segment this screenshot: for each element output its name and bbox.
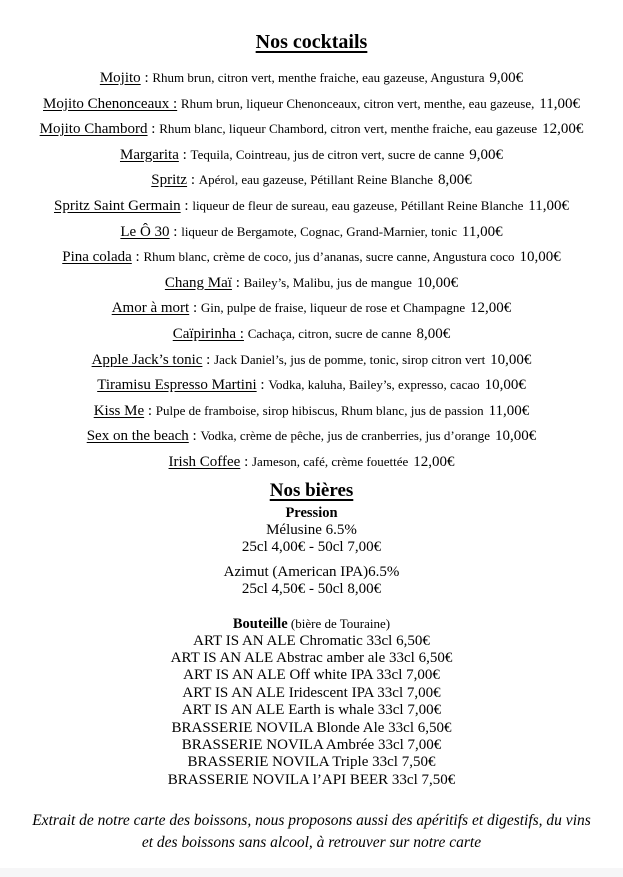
cocktail-separator: : [178,146,191,163]
cocktail-price: 10,00€ [519,249,561,266]
bottle-beer-item: BRASSERIE NOVILA Triple 33cl 7,50€ [187,754,436,771]
cocktail-separator: : [144,402,156,419]
cocktail-price: 10,00€ [490,351,532,368]
cocktail-separator: : [187,172,199,189]
cocktail-item [26,198,597,214]
cocktail-separator: : [240,453,252,470]
cocktail-name: Amor à mort [111,300,190,317]
footer-note: Extrait de notre carte des boissons, nous proposons aussi des apéritifs et digestifs, du vins et des boissons sans alcool, à retrouver sur notre carte [32,812,591,851]
cocktail-separator: : [256,377,269,394]
cocktail-name: Mojito [99,70,141,86]
cocktail-item [26,326,597,342]
cocktails-section-title: Nos cocktails [255,31,368,53]
cocktail-price: 10,00€ [416,274,459,291]
pression-beer-item [26,564,597,599]
cocktail-name: Chang Maï [164,274,232,291]
pression-heading: Pression [285,504,338,521]
cocktail-description: Rhum brun, liqueur Chenonceaux, citron vert, menthe, eau gazeuse, [180,95,535,111]
bottle-beer-item: BRASSERIE NOVILA Blonde Ale 33cl 6,50€ [171,719,452,736]
cocktail-description: Apérol, eau gazeuse, Pétillant Reine Blanche [198,172,434,188]
bottle-beer-item: BRASSERIE NOVILA l’API BEER 33cl 7,50€ [167,771,456,788]
cocktail-price: 12,00€ [470,300,512,317]
bottle-beer-item: ART IS AN ALE Earth is whale 33cl 7,00€ [181,702,442,719]
cocktail-price: 11,00€ [488,402,530,419]
cocktail-description: Jameson, café, crème fouettée [252,453,409,469]
bottle-beer-item: ART IS AN ALE Off white IPA 33cl 7,00€ [183,667,440,684]
cocktail-description: Vodka, crème de pêche, jus de cranberries, jus d’orange [200,428,491,444]
cocktail-description: Gin, pulpe de fraise, liqueur de rose et Champagne [200,300,466,316]
cocktail-price: 11,00€ [528,197,569,214]
cocktail-separator: : [202,351,215,368]
beer-name: Mélusine 6.5% [266,521,357,538]
bouteille-heading-row [26,615,597,633]
cocktail-separator: : [131,249,144,266]
cocktail-price: 12,00€ [413,453,455,470]
beers-section-title: Nos bières [269,479,354,501]
cocktail-item [26,172,597,188]
cocktail-item [26,428,597,444]
cocktail-description: Bailey’s, Malibu, jus de mangue [243,274,412,290]
cocktail-name: Irish Coffee [168,453,241,470]
cocktail-description: liqueur de fleur de sureau, eau gazeuse, Pétillant Reine Blanche [192,197,524,213]
cocktail-item [26,300,597,316]
bottle-beer-list [26,633,597,790]
cocktail-item [26,121,597,137]
cocktails-list [26,70,597,470]
cocktail-item [26,70,597,86]
cocktail-item [26,96,597,112]
beer-prices: 25cl 4,50€ - 50cl 8,00€ [241,581,382,597]
bottle-beer-item: ART IS AN ALE Iridescent IPA 33cl 7,00€ [182,684,441,701]
cocktail-item [26,275,597,291]
cocktail-description: Tequila, Cointreau, jus de citron vert, sucre de canne [190,146,465,162]
pression-beer-item [26,522,597,557]
cocktail-description: Pulpe de framboise, sirop hibiscus, Rhum blanc, jus de passion [155,402,484,418]
beer-prices: 25cl 4,00€ - 50cl 7,00€ [241,539,382,555]
bouteille-heading: Bouteille [232,615,288,632]
cocktail-price: 9,00€ [469,146,504,163]
cocktail-name: Spritz [151,172,188,189]
cocktail-description: Rhum brun, citron vert, menthe fraiche, eau gazeuse, Angustura [152,70,485,85]
cocktail-item [26,454,597,470]
cocktail-name: Kiss Me [93,402,145,419]
window-bottom-edge [0,868,623,877]
cocktail-price: 12,00€ [542,121,584,138]
cocktail-name: Mojito Chambord [39,121,148,138]
bottle-beer-item: BRASSERIE NOVILA Ambrée 33cl 7,00€ [181,736,442,753]
cocktail-separator: : [140,70,153,86]
cocktail-description: Cachaça, citron, sucre de canne [247,325,412,341]
bottle-beer-item: ART IS AN ALE Chromatic 33cl 6,50€ [193,632,430,649]
cocktail-separator: : [231,274,244,291]
cocktail-item [26,147,597,163]
cocktail-price: 8,00€ [437,172,472,189]
cocktail-name: Apple Jack’s tonic [91,351,203,368]
cocktail-name: Pina colada [62,249,132,266]
cocktail-separator: : [188,428,201,445]
cocktail-name: Le Ô 30 [120,223,170,240]
cocktail-separator: : [180,197,193,214]
cocktail-price: 11,00€ [539,95,580,112]
cocktail-item [26,352,597,368]
cocktail-price: 10,00€ [484,377,526,394]
pression-beer-list [26,522,597,599]
cocktail-price: 9,00€ [489,70,524,86]
cocktail-name: Caïpirinha : [172,325,244,342]
cocktail-separator: : [147,121,160,138]
cocktail-item [26,403,597,419]
cocktail-description: liqueur de Bergamote, Cognac, Grand-Marnier, tonic [181,223,457,239]
cocktail-description: Rhum blanc, liqueur Chambord, citron vert, menthe fraiche, eau gazeuse [159,121,538,137]
cocktail-name: Mojito Chenonceaux : [43,95,178,112]
cocktail-name: Spritz Saint Germain [54,197,181,214]
cocktail-name: Margarita [119,146,179,163]
cocktail-price: 10,00€ [495,428,537,445]
bouteille-origin-note: (bière de Touraine) [287,615,391,631]
cocktail-separator: : [169,223,182,240]
cocktail-separator: : [189,300,201,317]
cocktail-name: Sex on the beach [86,428,189,445]
cocktail-price: 11,00€ [461,223,503,240]
cocktail-description: Jack Daniel’s, jus de pomme, tonic, sirop citron vert [214,351,486,367]
cocktail-price: 8,00€ [416,325,451,342]
beer-name: Azimut (American IPA)6.5% [223,563,400,580]
cocktail-description: Rhum blanc, crème de coco, jus d’ananas, sucre canne, Angustura coco [143,249,515,265]
cocktail-description: Vodka, kaluha, Bailey’s, expresso, cacao [268,377,480,393]
cocktail-item [26,377,597,393]
cocktail-name: Tiramisu Espresso Martini [97,377,257,394]
bottle-beer-item: ART IS AN ALE Abstrac amber ale 33cl 6,50€ [170,649,453,666]
cocktail-item [26,249,597,265]
cocktail-item [26,224,597,240]
